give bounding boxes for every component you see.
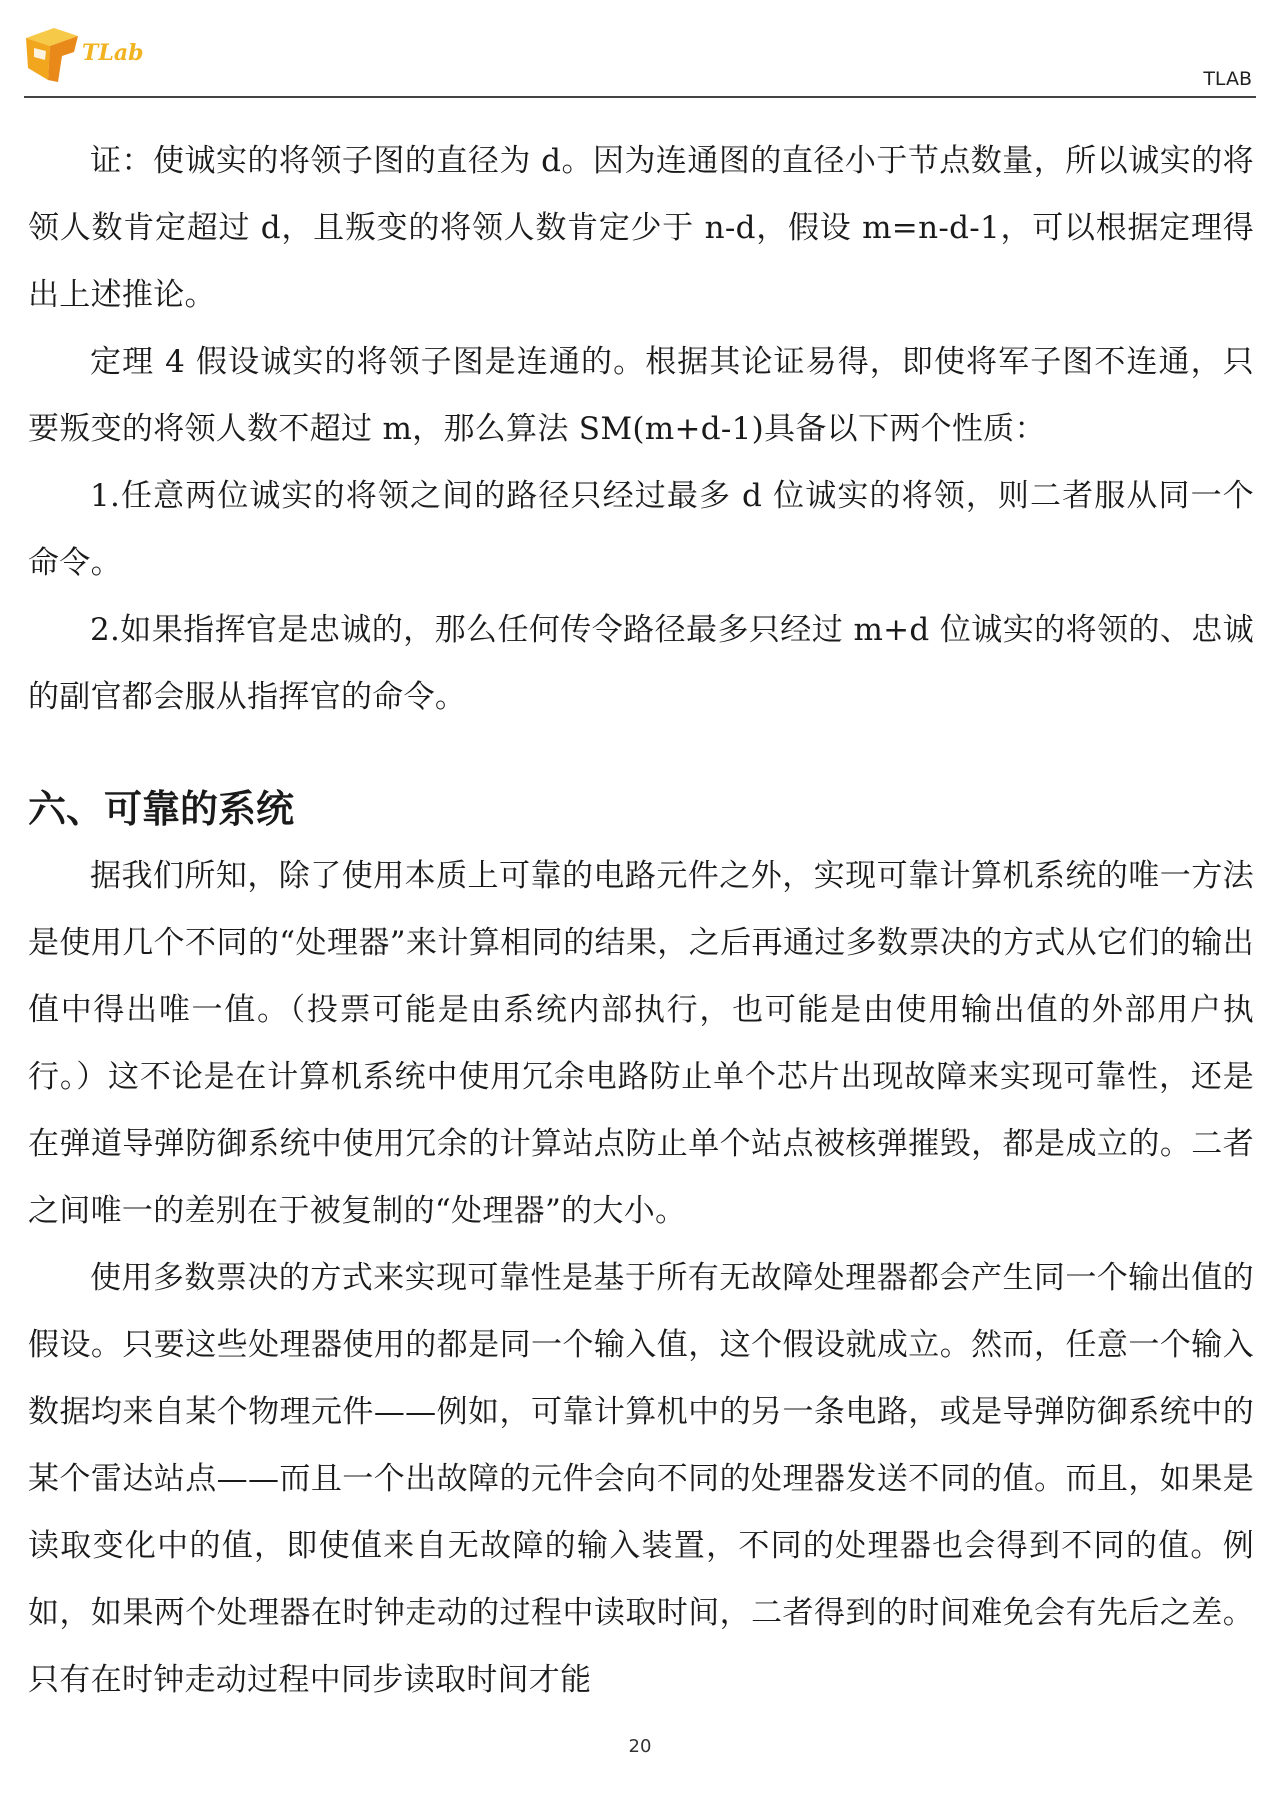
page-body — [28, 128, 1254, 1714]
section-paragraph-2: 使用多数票决的方式来实现可靠性是基于所有无故障处理器都会产生同一个输出值的假设。只要这些处理器使用的都是同一个输入值，这个假设就成立。然而，任意一个输入数据均来自某个物理元件——例如，可靠计算机中的另一条电路，或是导弹防御系统中的某个雷达站点——而且一个出故障的元件会向不同的处理器发送不同的值。而且，如果是读取变化中的值，即使值来自无故障的输入装置，不同的处理器也会得到不同的值。例如，如果两个处理器在时钟走动的过程中读取时间，二者得到的时间难免会有先后之差。只有在时钟走动过程中同步读取时间才能 — [28, 1260, 1254, 1698]
property-1-paragraph: 1.任意两位诚实的将领之间的路径只经过最多 d 位诚实的将领，则二者服从同一个命令。 — [28, 478, 1254, 581]
section-paragraph-1: 据我们所知，除了使用本质上可靠的电路元件之外，实现可靠计算机系统的唯一方法是使用几个不同的“处理器”来计算相同的结果，之后再通过多数票决的方式从它们的输出值中得出唯一值。（投票可能是由系统内部执行，也可能是由使用输出值的外部用户执行。）这不论是在计算机系统中使用冗余电路防止单个芯片出现故障来实现可靠性，还是在弹道导弹防御系统中使用冗余的计算站点防止单个站点被核弹摧毁，都是成立的。二者之间唯一的差别在于被复制的“处理器”的大小。 — [28, 858, 1254, 1229]
proof-paragraph: 证：使诚实的将领子图的直径为 d。因为连通图的直径小于节点数量，所以诚实的将领人数肯定超过 d，且叛变的将领人数肯定少于 n-d，假设 m=n-d-1，可以根据定理得出上述推论。 — [28, 143, 1254, 313]
tlab-logo-icon — [24, 24, 80, 84]
theorem-4-paragraph: 定理 4 假设诚实的将领子图是连通的。根据其论证易得，即使将军子图不连通，只要叛变的将领人数不超过 m，那么算法 SM(m+d-1)具备以下两个性质： — [28, 344, 1254, 447]
page-number: 20 — [628, 1736, 652, 1757]
property-2-paragraph: 2.如果指挥官是忠诚的，那么任何传令路径最多只经过 m+d 位诚实的将领的、忠诚的副官都会服从指挥官的命令。 — [28, 612, 1254, 715]
header-label: TLAB — [1203, 68, 1252, 90]
page-header — [24, 20, 1256, 98]
tlab-logo — [24, 24, 184, 86]
logo-wordmark: TLab — [82, 40, 144, 66]
section-title: 六、可靠的系统 — [28, 787, 295, 831]
